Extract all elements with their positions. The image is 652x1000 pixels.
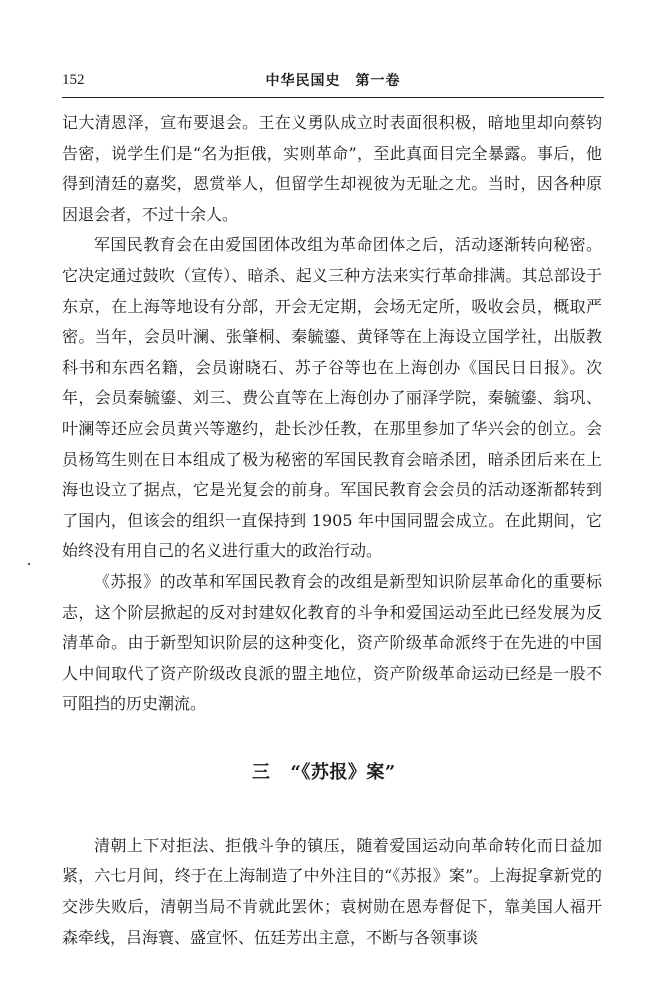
body-text (62, 108, 602, 953)
header-rule (62, 97, 604, 98)
running-head: 中华民国史 第一卷 (265, 73, 401, 89)
paragraph: 清朝上下对拒法、拒俄斗争的镇压，随着爱国运动向革命转化而日益加紧，六七月间，终于在上海制造了中外注目的“《苏报》案”。上海捉拿新党的交涉失败后，清朝当局不肯就此罢休；袁树勋在恩寿督促下，靠美国人福开森牵线，吕海寰、盛宣怀、伍廷芳出主意，不断与各领事谈 (62, 835, 602, 947)
paragraph-continued: 记大清恩泽，宣布要退会。王在义勇队成立时表面很积极，暗地里却向蔡钧告密，说学生们是“名为拒俄，实则革命”，至此真面目完全暴露。事后，他得到清廷的嘉奖，恩赏举人，但留学生却视彼为无耻之尤。当时，因各种原因退会者，不过十余人。 (62, 113, 602, 224)
margin-mark (28, 563, 30, 565)
paragraph: 《苏报》的改革和军国民教育会的改组是新型知识阶层革命化的重要标志，这个阶层掀起的反对封建奴化教育的斗争和爱国运动至此已经发展为反清革命。由于新型知识阶层的这种变化，资产阶级革命派终于在先进的中国人中间取代了资产阶级改良派的盟主地位，资产阶级革命运动已经是一股不可阻挡的历史潮流。 (62, 571, 602, 714)
section-title: “《苏报》案” (290, 761, 396, 783)
paragraph: 军国民教育会在由爱国团体改组为革命团体之后，活动逐渐转向秘密。它决定通过鼓吹（宣传）、暗杀、起义三种方法来实行革命排满。其总部设于东京，在上海等地设有分部，开会无定期，会场无定所，吸收会员，概取严密。当年，会员叶澜、张肇桐、秦毓鎏、黄铎等在上海设立国学社，出版教科书和东西名籍，会员谢晓石、苏子谷等也在上海创办《国民日日报》。次年，会员秦毓鎏、刘三、费公直等在上海创办了丽泽学院，秦毓鎏、翁巩、叶澜等还应会员黄兴等邀约，赴长沙任教，在那里参加了华兴会的创立。会员杨笃生则在日本组成了极为秘密的军国民教育会暗杀团，暗杀团后来在上海也设立了据点，它是光复会的前身。军国民教育会会员的活动逐渐都转到了国内，但该会的组织一直保持到 1905 年中国同盟会成立。在此期间，它始终没有用自己的名义进行重大的政治行动。 (62, 235, 602, 561)
section-heading (62, 759, 602, 787)
page-header (62, 70, 604, 96)
page-number: 152 (62, 72, 85, 88)
section-number: 三 (252, 761, 271, 783)
